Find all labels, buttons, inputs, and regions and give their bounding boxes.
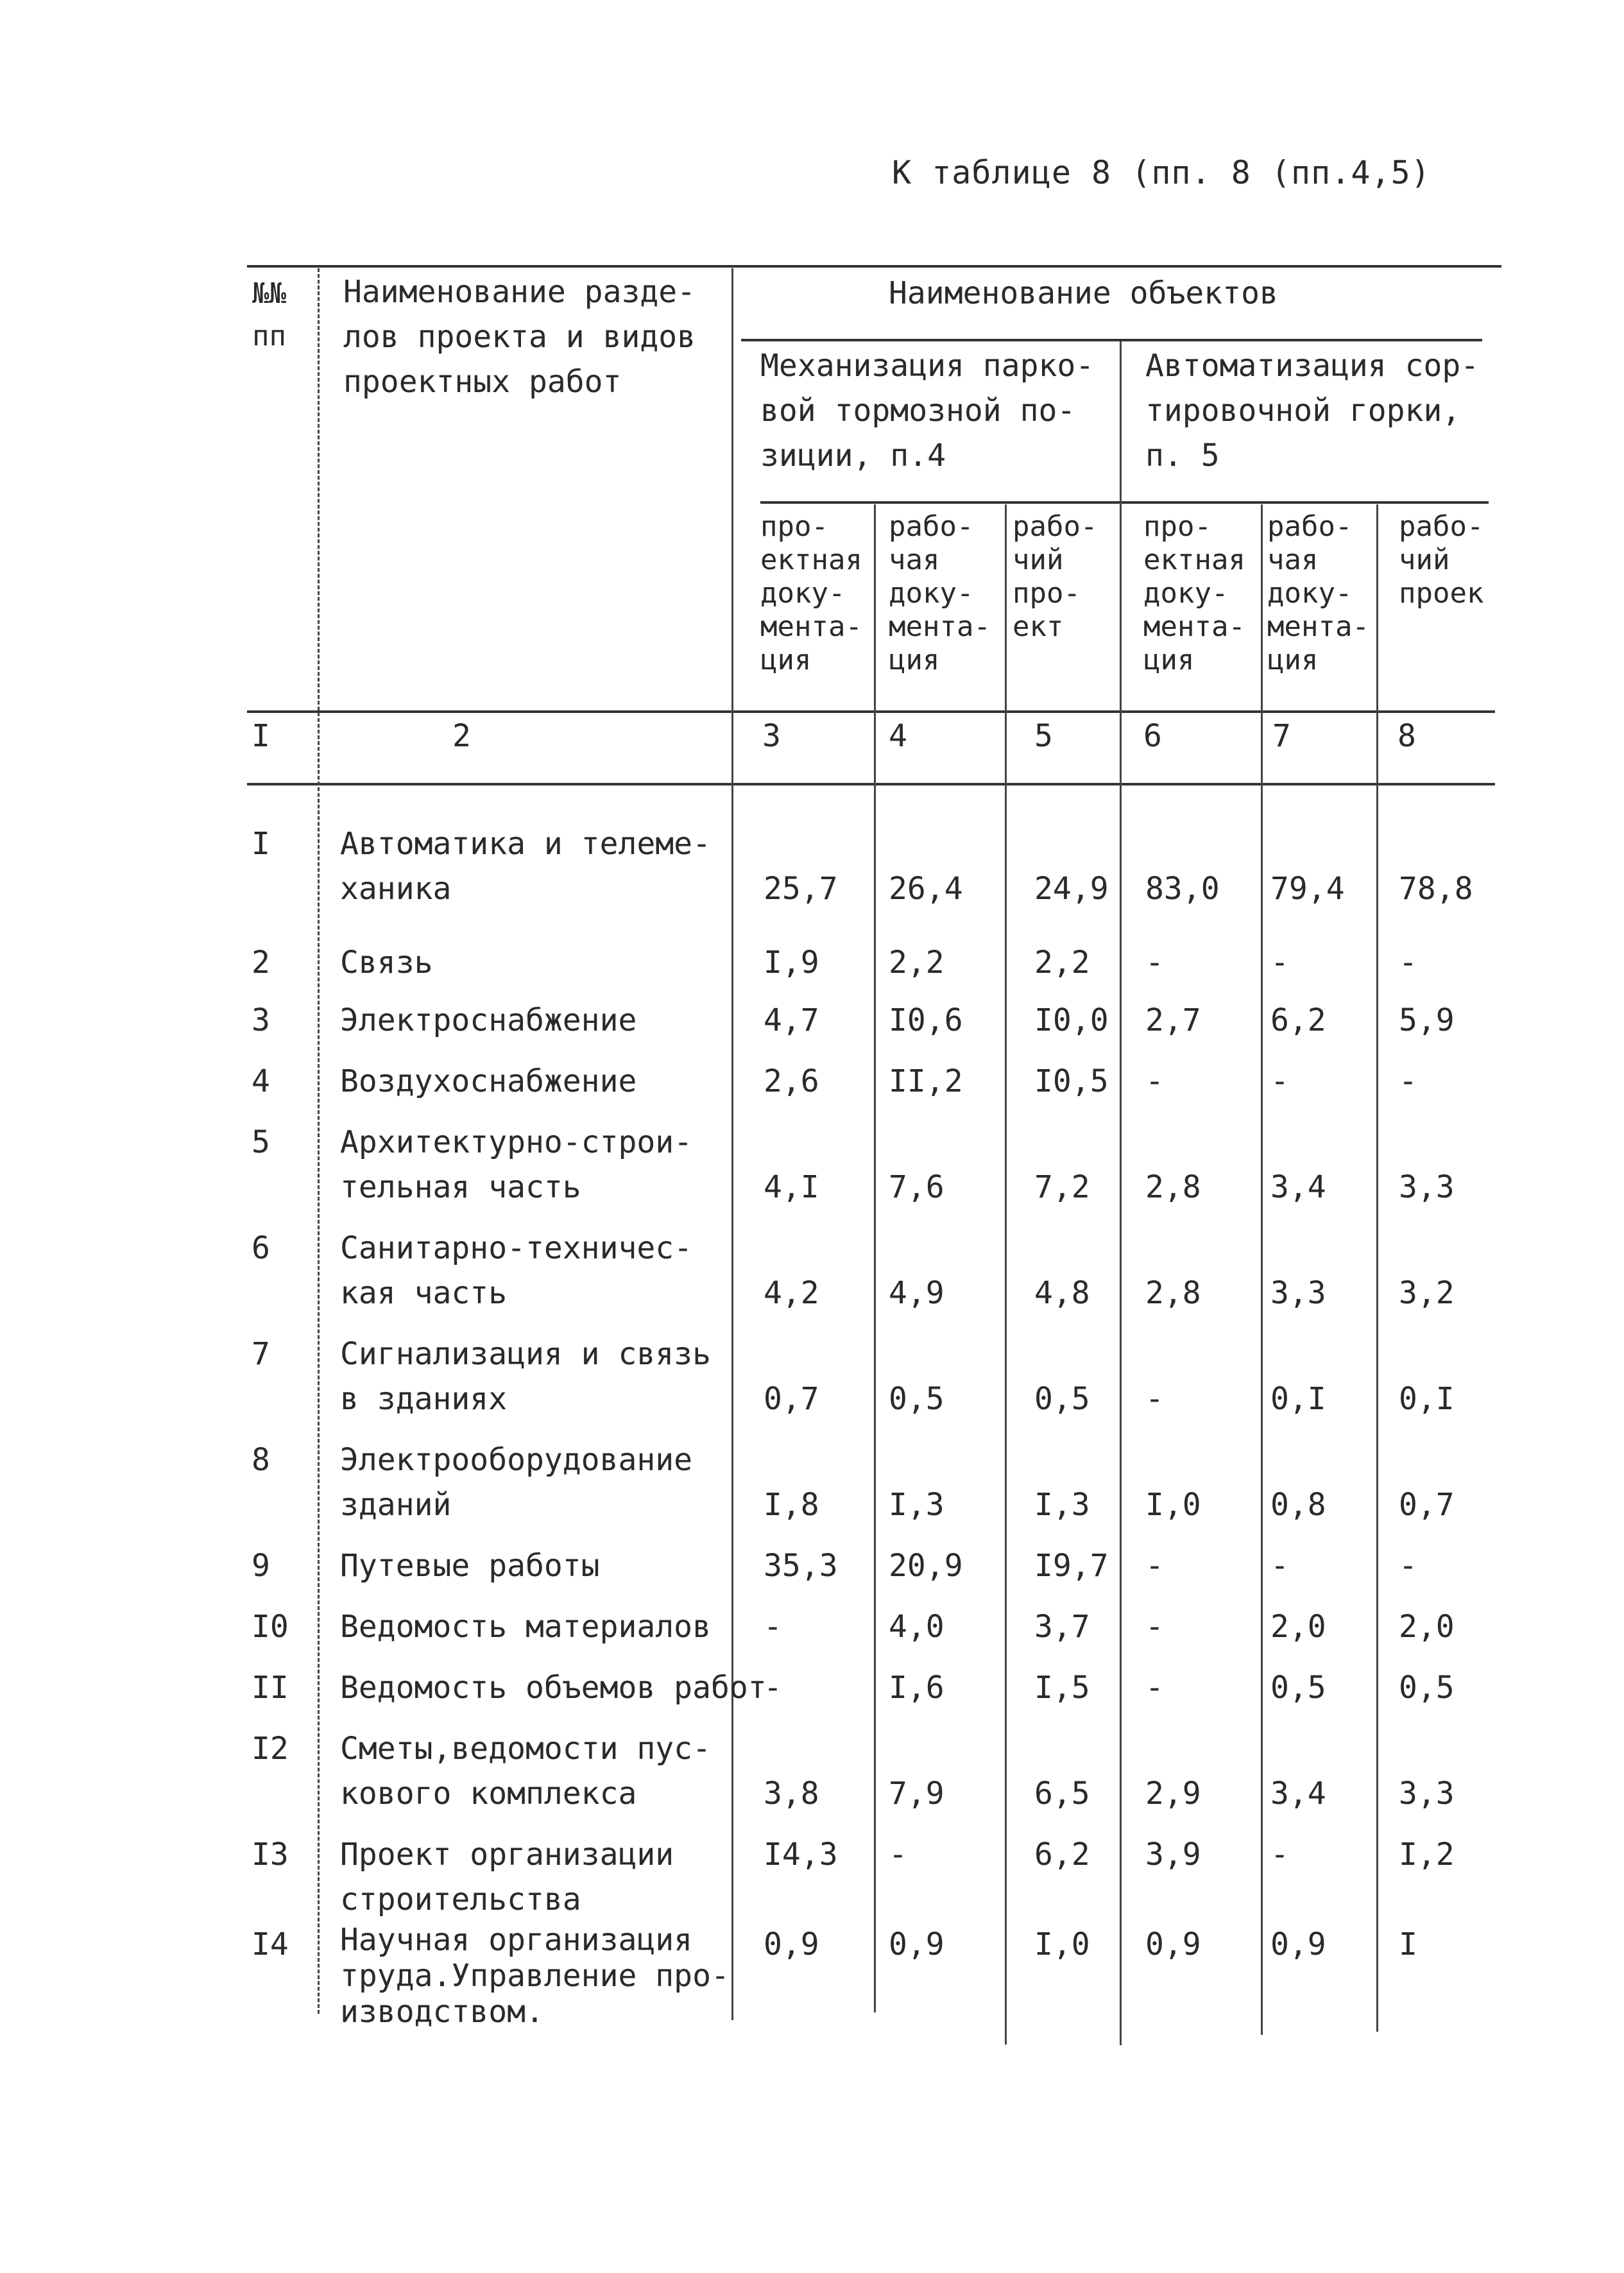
cell-value: -: [1145, 945, 1164, 981]
cell-value: 3,4: [1270, 1776, 1326, 1812]
row-number: 4: [252, 1063, 270, 1099]
cell-value: I4,3: [764, 1837, 838, 1873]
cell-value: I,6: [889, 1670, 944, 1706]
cell-value: -: [1145, 1670, 1164, 1706]
cell-value: 0,5: [1034, 1381, 1090, 1417]
group2-header: Автоматизация сор- тировочной горки, п. 5: [1145, 348, 1480, 474]
cell-value: -: [1145, 1063, 1164, 1099]
cell-value: 2,2: [1034, 945, 1090, 981]
cell-value: 24,9: [1034, 871, 1109, 907]
cell-value: 0,7: [1399, 1487, 1455, 1523]
cell-value: I,0: [1145, 1487, 1201, 1523]
cell-value: I: [1399, 1926, 1417, 1962]
cell-value: 4,9: [889, 1275, 944, 1311]
column-number: 5: [1034, 718, 1053, 754]
cell-value: 3,3: [1399, 1169, 1455, 1205]
subheader-rule: [760, 501, 1489, 504]
row-number: I: [252, 826, 270, 862]
cell-value: -: [1399, 1548, 1417, 1584]
cell-value: 0,8: [1270, 1487, 1326, 1523]
cell-value: -: [1145, 1609, 1164, 1645]
cell-value: 2,0: [1399, 1609, 1455, 1645]
column-no-header: №№ пп: [252, 277, 286, 352]
cell-value: 6,5: [1034, 1776, 1090, 1812]
objects-rule: [741, 339, 1482, 341]
rule-after-no: [318, 268, 320, 2014]
row-section-name: Сигнализация и связь в зданиях: [340, 1336, 711, 1417]
cell-value: 4,2: [764, 1275, 819, 1311]
row-section-name: Ведомость объемов работ: [340, 1670, 767, 1706]
column-numbers-bottom-rule: [247, 783, 1495, 785]
cell-value: 25,7: [764, 871, 838, 907]
cell-value: 6,2: [1034, 1837, 1090, 1873]
cell-value: 7,6: [889, 1169, 944, 1205]
cell-value: 3,9: [1145, 1837, 1201, 1873]
cell-value: 3,3: [1270, 1275, 1326, 1311]
cell-value: -: [1145, 1381, 1164, 1417]
cell-value: 0,9: [1270, 1926, 1326, 1962]
cell-value: -: [764, 1670, 782, 1706]
cell-value: 20,9: [889, 1548, 963, 1584]
row-section-name: Электроснабжение: [340, 1002, 637, 1038]
cell-value: 4,I: [764, 1169, 819, 1205]
cell-value: -: [1399, 1063, 1417, 1099]
row-section-name: Архитектурно-строи- тельная часть: [340, 1124, 693, 1205]
cell-value: 78,8: [1399, 871, 1473, 907]
column-number: 3: [762, 718, 781, 754]
cell-value: I,5: [1034, 1670, 1090, 1706]
subheader-c4: рабо- чая доку- мента- ция: [889, 510, 991, 676]
cell-value: I,3: [889, 1487, 944, 1523]
column-name-header: Наименование разде- лов проекта и видов проектных работ: [343, 274, 696, 400]
cell-value: 6,2: [1270, 1002, 1326, 1038]
column-numbers-top-rule: [247, 710, 1495, 713]
cell-value: 2,8: [1145, 1169, 1201, 1205]
cell-value: 79,4: [1270, 871, 1345, 907]
cell-value: 3,7: [1034, 1609, 1090, 1645]
rule-after-c4: [1005, 504, 1007, 2045]
cell-value: -: [1270, 1837, 1289, 1873]
cell-value: 83,0: [1145, 871, 1220, 907]
subheader-c6: про- ектная доку- мента- ция: [1143, 510, 1245, 676]
cell-value: I,2: [1399, 1837, 1455, 1873]
cell-value: I0,0: [1034, 1002, 1109, 1038]
row-section-name: Автоматика и телеме- ханика: [340, 826, 711, 907]
cell-value: I,0: [1034, 1926, 1090, 1962]
cell-value: 35,3: [764, 1548, 838, 1584]
row-section-name: Проект организации строительства: [340, 1837, 674, 1917]
row-number: II: [252, 1670, 289, 1706]
cell-value: -: [1399, 945, 1417, 981]
cell-value: 0,7: [764, 1381, 819, 1417]
subheader-c5: рабо- чий про- ект: [1013, 510, 1098, 643]
row-section-name: Путевые работы: [340, 1548, 600, 1584]
cell-value: 3,2: [1399, 1275, 1455, 1311]
column-number: I: [252, 718, 270, 754]
cell-value: 2,0: [1270, 1609, 1326, 1645]
row-number: I2: [252, 1731, 289, 1767]
cell-value: 0,9: [764, 1926, 819, 1962]
row-number: 5: [252, 1124, 270, 1160]
cell-value: 0,5: [1399, 1670, 1455, 1706]
cell-value: II,2: [889, 1063, 963, 1099]
cell-value: 4,0: [889, 1609, 944, 1645]
cell-value: I0,6: [889, 1002, 963, 1038]
cell-value: I0,5: [1034, 1063, 1109, 1099]
cell-value: I,3: [1034, 1487, 1090, 1523]
group1-header: Механизация парко- вой тормозной по- зиции, п.4: [760, 348, 1095, 474]
cell-value: 0,I: [1270, 1381, 1326, 1417]
row-number: 2: [252, 945, 270, 981]
cell-value: -: [1270, 1548, 1289, 1584]
cell-value: 2,6: [764, 1063, 819, 1099]
row-number: 9: [252, 1548, 270, 1584]
row-section-name: Электрооборудование зданий: [340, 1442, 693, 1523]
cell-value: 0,I: [1399, 1381, 1455, 1417]
rule-after-name: [731, 268, 733, 2020]
cell-value: 2,2: [889, 945, 944, 981]
cell-value: -: [889, 1837, 907, 1873]
rule-after-c7: [1376, 504, 1378, 2032]
column-number: 4: [889, 718, 907, 754]
cell-value: 2,7: [1145, 1002, 1201, 1038]
cell-value: I9,7: [1034, 1548, 1109, 1584]
rule-after-c6: [1261, 504, 1263, 2035]
column-number: 2: [452, 718, 471, 754]
row-section-name: Научная организация труда.Управление про- изводством.: [340, 1922, 730, 2030]
cell-value: -: [1145, 1548, 1164, 1584]
table-top-rule: [247, 265, 1501, 268]
cell-value: 5,9: [1399, 1002, 1455, 1038]
rule-after-c3: [874, 504, 876, 2012]
cell-value: I,8: [764, 1487, 819, 1523]
cell-value: 0,5: [1270, 1670, 1326, 1706]
cell-value: 3,4: [1270, 1169, 1326, 1205]
row-section-name: Санитарно-техничес- кая часть: [340, 1230, 693, 1311]
subheader-c7: рабо- чая доку- мента- ция: [1267, 510, 1369, 676]
row-number: 8: [252, 1442, 270, 1478]
cell-value: 2,9: [1145, 1776, 1201, 1812]
row-section-name: Связь: [340, 945, 433, 981]
subheader-c3: про- ектная доку- мента- ция: [760, 510, 862, 676]
cell-value: 2,8: [1145, 1275, 1201, 1311]
cell-value: I,9: [764, 945, 819, 981]
column-number: 8: [1397, 718, 1416, 754]
row-section-name: Сметы,ведомости пус- кового комплекса: [340, 1731, 711, 1812]
cell-value: -: [764, 1609, 782, 1645]
rule-group-divider: [1120, 341, 1122, 2045]
cell-value: 4,8: [1034, 1275, 1090, 1311]
subheader-c8: рабо- чий проек: [1399, 510, 1484, 610]
cell-value: 0,9: [889, 1926, 944, 1962]
cell-value: 0,9: [1145, 1926, 1201, 1962]
row-section-name: Воздухоснабжение: [340, 1063, 637, 1099]
row-section-name: Ведомость материалов: [340, 1609, 711, 1645]
cell-value: 3,8: [764, 1776, 819, 1812]
row-number: I0: [252, 1609, 289, 1645]
cell-value: 26,4: [889, 871, 963, 907]
row-number: I4: [252, 1926, 289, 1962]
row-number: 6: [252, 1230, 270, 1266]
objects-header: Наименование объектов: [889, 275, 1278, 311]
cell-value: 7,2: [1034, 1169, 1090, 1205]
column-number: 7: [1272, 718, 1291, 754]
cell-value: -: [1270, 945, 1289, 981]
row-number: I3: [252, 1837, 289, 1873]
cell-value: 3,3: [1399, 1776, 1455, 1812]
cell-value: -: [1270, 1063, 1289, 1099]
column-number: 6: [1143, 718, 1162, 754]
cell-value: 4,7: [764, 1002, 819, 1038]
cell-value: 7,9: [889, 1776, 944, 1812]
table-reference: К таблице 8 (пп. 8 (пп.4,5): [892, 154, 1431, 191]
row-number: 3: [252, 1002, 270, 1038]
cell-value: 0,5: [889, 1381, 944, 1417]
row-number: 7: [252, 1336, 270, 1372]
